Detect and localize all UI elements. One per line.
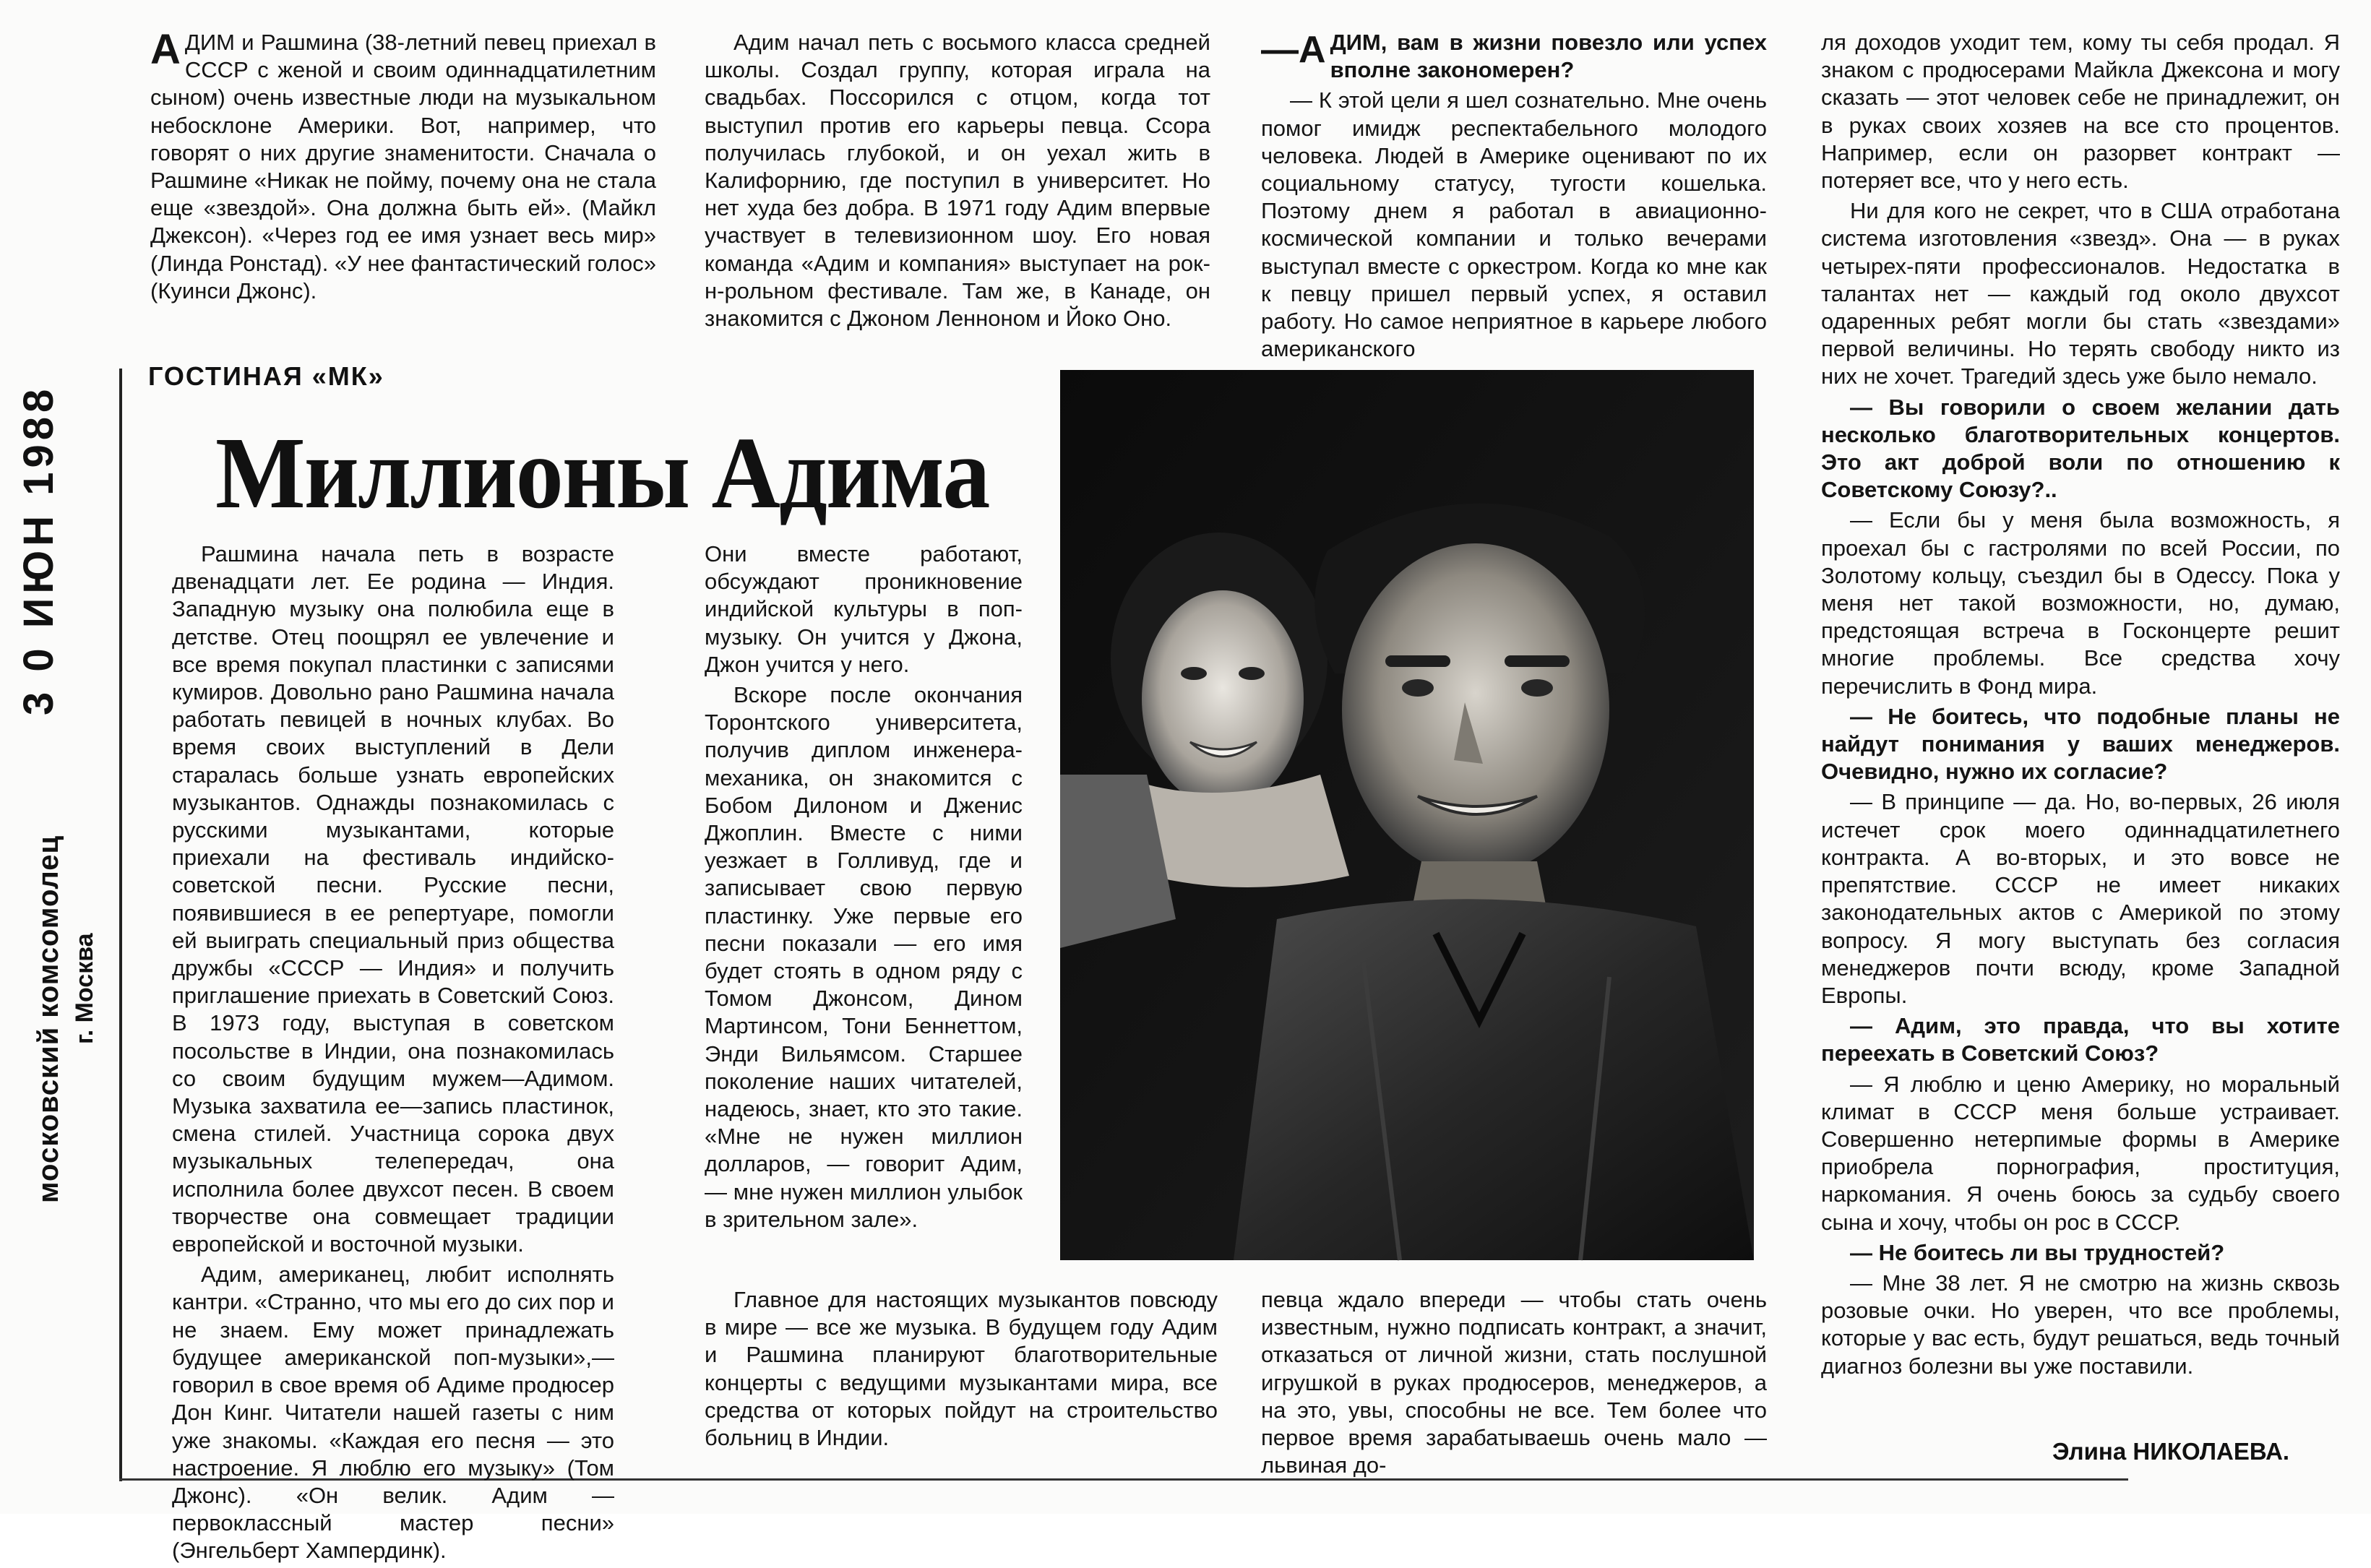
drop-cap: А: [150, 26, 181, 73]
body-column-b-bottom: [705, 1286, 1218, 1455]
interview-answer-3: — В принципе — да. Но, во-первых, 26 июля истечет срок моего одиннадцатилетнего контракта. А во-вторых, и это вовсе не препятствие. СССР не имеет никаких законодательных актов с Америкой по этому вопросу. Я могу выступать без согласия менеджеров почти всюду, кроме Западной Европы.: [1821, 789, 2340, 1008]
interview-column-bottom: [1261, 1286, 1767, 1482]
rashmina-paragraph: Рашмина начала петь в возрасте двенадцати лет. Ее родина — Индия. Западную музыку она полюбила еще в детстве. Отец поощрял ее увлечение и все время покупал пластинки с записями кумиров. Довольно рано Рашмина начала работать певицей в ночных клубах. Во время своих выступлений в Дели старалась больше узнать европейских музыкантов. Однажды познакомилась с русскими музыкантами, которые приехали на фестиваль индийско-советской песни. Русские песни, появившиеся в ее репертуаре, помогли ей выиграть специальный приз общества дружбы «СССР — Индия» и получить приглашение приехать в Советский Союз. В 1973 году, выступая в советском посольстве в Индии, она познакомилась со своим будущим мужем—Адимом. Музыка захватила ее—запись пластинок, смена стилей. Участница сорока двух музыкальных телепередач, она исполнила более двухсот песен. В своем творчестве она совмещает традиции европейской и восточной музыки.: [172, 541, 614, 1257]
dash-drop-cap: —А: [1261, 29, 1326, 71]
interview-question-3: — Не боитесь, что подобные планы не найдут понимания у ваших менеджеров. Очевидно, нужно их согласие?: [1821, 703, 2340, 785]
interview-question-1: —А ДИМ, вам в жизни повезло или успех вполне закономерен?: [1261, 29, 1767, 83]
interview-answer-2: — Если бы у меня была возможность, я проехал бы с гастролями по всей России, по Золотому кольцу, съездил бы в Одессу. Пока у меня нет такой возможности, но, думаю, предстоящая встреча в Госконцерте решит многие проблемы. Все средства хочу перечислить в Фонд мира.: [1821, 507, 2340, 699]
toronto-paragraph: Вскоре после окончания Торонтского университета, получив диплом инженера-механика, он знакомится с Бобом Дилоном и Дженис Джоплин. Вместе с ними уезжает в Голливуд, где и записывает свою первую пластинку. Уже первые его песни показали — его имя будет стоять в одном ряду с Томом Джонсом, Дином Мартинсом, Тони Беннеттом, Энди Вильямсом. Старшее поколение наших читателей, надеюсь, знает, кто это такие. «Мне не нужен миллион долларов, — говорит Адим, — мне нужен миллион улыбок в зрительном зале».: [705, 682, 1023, 1232]
body-column-a: [172, 540, 614, 1568]
couple-portrait-image: [1060, 370, 1754, 1260]
portrait-photo: [1060, 370, 1754, 1260]
interview-column-right: [1821, 29, 2340, 1383]
section-rubric: ГОСТИНАЯ «МК»: [148, 361, 384, 391]
interview-answer-1: — К этой цели я шел сознательно. Мне очень помог имидж респектабельного молодого человека. Людей в Америке оценивают по их социальному статусу, тугости кошелька. Поэтому днем я работал в авиационно-космической компании и только вечерами выступал вместе с оркестром. Когда ко мне как к певцу пришел первый успех, я оставил работу. Но самое неприятное в карьере любого американского: [1261, 87, 1767, 362]
intro-column-2: [705, 29, 1210, 335]
interview-answer-1-continued: певца ждало впереди — чтобы стать очень известным, нужно подписать контракт, а значит, отказаться от личной жизни, стать послушной игрушкой в руках продюсеров, менеджеров, а на это, увы, способны не все. Тем более что первое время зарабатываешь очень мало — львиная до-: [1261, 1287, 1767, 1478]
interview-column-top: [1261, 29, 1767, 366]
body-column-b: [705, 540, 1023, 1236]
interview-question-2: — Вы говорили о своем желании дать несколько благотворительных концертов. Это акт доброй воли по отношению к Советскому Союзу?..: [1821, 394, 2340, 503]
star-system-paragraph: Ни для кого не секрет, что в США отработана система изготовления «звезд». Она — в руках четырех-пяти профессионалов. Недостатка в талантах нет — каждый год около двухсот одаренных ребят могли бы стать «звездами» первой величины. Но терять свободу никто из них не хочет. Трагедий здесь уже было немало.: [1821, 198, 2340, 389]
interview-question-5: — Не боитесь ли вы трудностей?: [1850, 1239, 2225, 1265]
adim-country-paragraph: Адим, американец, любит исполнять кантри. «Странно, что мы его до сих пор и не знаем. Ему может принадлежать будущее американской поп-музыки»,— говорил в свое время об Адиме продюсер Дон Кинг. Читатели нашей газеты с ним уже знакомы. «Каждая его песня — это настроение. Я люблю его музыку» (Том Джонс). «Он велик. Адим — первоклассный мастер песни» (Энгельберт Хампердинк).: [172, 1262, 614, 1564]
interview-answer-5: — Мне 38 лет. Я не смотрю на жизнь сквозь розовые очки. Но уверен, что все проблемы, которые у вас есть, будут решаться, ведь точный диагноз болезни вы уже поставили.: [1821, 1270, 2340, 1379]
interview-question-4: — Адим, это правда, что вы хотите переехать в Советский Союз?: [1821, 1013, 2340, 1067]
interview-answer-4: — Я люблю и ценю Америку, но моральный климат в СССР меня больше устраивает. Совершенно нетерпимые формы в Америке приобрела порнография, проституция, наркомания. Я очень боюсь за судьбу своего сына и хочу, чтобы он рос в СССР.: [1821, 1071, 2340, 1235]
charity-paragraph: Главное для настоящих музыкантов повсюду в мире — все же музыка. В будущем году Адим и Рашмина планируют благотворительные концерты с ведущими музыкантами мира, все средства от которых пойдут на строительство больниц в Индии.: [705, 1287, 1218, 1451]
lead-paragraph: АДИМ и Рашмина (38-летний певец приехал в СССР с женой и своим одиннадцатилетним сыном) очень известные люди на музыкальном небосклоне Америки. Вот, например, что говорят о них другие знаменитости. Сначала о Рашмине «Никак не пойму, почему она не стала еще «звездой». Она должна быть ей». (Майкл Джексон). «Через год ее имя узнает весь мир» (Линда Ронстад). «У нее фантастический голос» (Куинси Джонс).: [150, 26, 656, 303]
article-headline: Миллионы Адима: [215, 415, 989, 530]
newspaper-name: московский комсомолец: [33, 835, 64, 1203]
author-signature: Элина НИКОЛАЕВА.: [2052, 1438, 2290, 1465]
adim-biography-paragraph: Адим начал петь с восьмого класса средней школы. Создал группу, которая играла на свадьбах. Поссорился с отцом, когда тот выступил против его карьеры певца. Ссора получилась глубокой, и он уехал жить в Калифорнию, где поступил в университет. Но нет худа без добра. В 1971 году Адим впервые участвует в телевизионном шоу. Его новая команда «Адим и компания» выступает на рок-н-рольном фестивале. Там же, в Канаде, он знакомится с Джоном Ленноном и Йоко Оно.: [705, 30, 1210, 332]
newspaper-city: г. Москва: [71, 933, 98, 1044]
clipping-border-left: [119, 369, 122, 1481]
working-together-paragraph: Они вместе работают, обсуждают проникновение индийской культуры в поп-музыку. Он учится у Джона, Джон учится у него.: [705, 541, 1023, 677]
clipping-date-stamp: 3 0 ИЮН 1988: [15, 384, 62, 715]
lead-column: [150, 26, 656, 308]
answer-continuation: ля доходов уходит тем, кому ты себя продал. Я знаком с продюсерами Майкла Джексона и могу сказать — этот человек себе не принадлежит, он в руках своих хозяев на все сто процентов. Например, если он разорвет контракт — потеряет все, что у него есть.: [1821, 30, 2340, 194]
